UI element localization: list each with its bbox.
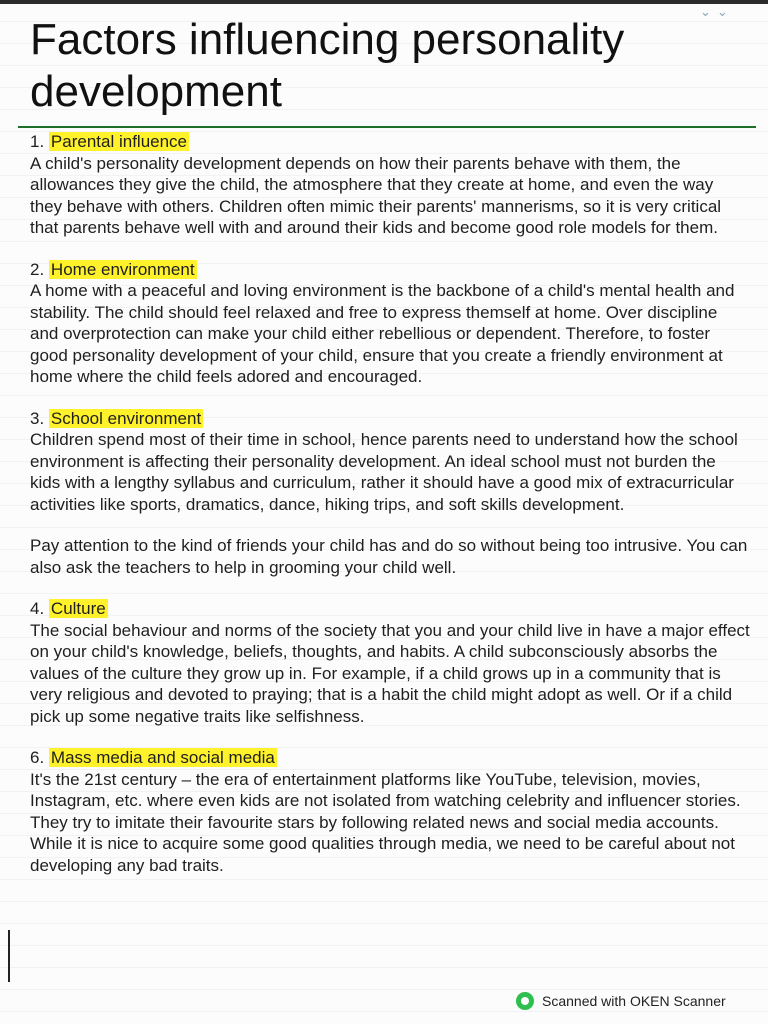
top-edge-bar [0, 0, 768, 4]
section-culture [30, 598, 750, 727]
corner-scan-mark-icon: ⌄⌄ [700, 4, 734, 19]
section-number: 2. [30, 259, 45, 279]
section-body: A child's personality development depends on how their parents behave with them, the allowances they give the child, the atmosphere that they create at home, and even the way they behave with others. Children often mimic their parents' mannerisms, so it is very critical that parents behave well with and around their kids and become good role models for them. [30, 153, 722, 237]
highlighted-heading: Parental influence [50, 132, 188, 151]
page-edge-mark [8, 930, 10, 982]
section-number: 1. [30, 132, 45, 151]
school-note-paragraph: Pay attention to the kind of friends your child has and do so without being too intrusive. You can also ask the teachers to help in grooming your child well. [30, 536, 748, 577]
section-body: Children spend most of their time in school, hence parents need to understand how the school environment is affecting their personality development. An ideal school must not burden the kids with a lengthy syllabus and curriculum, rather it should have a good mix of extracurricular activities like sports, dramatics, dance, hiking trips, and soft skills development. [30, 430, 738, 514]
section-heading [30, 598, 750, 620]
section-number: 4. [30, 599, 45, 618]
highlighted-heading: Culture [50, 599, 106, 618]
section-heading [30, 747, 750, 769]
title-underline [18, 126, 756, 128]
highlighted-heading: School environment [50, 408, 202, 428]
section-heading [30, 408, 750, 430]
section-parental-influence [30, 131, 750, 239]
scanner-watermark [516, 990, 726, 1012]
section-heading [30, 259, 750, 281]
scanner-watermark-text: Scanned with OKEN Scanner [542, 993, 726, 1009]
section-body: A home with a peaceful and loving environment is the backbone of a child's mental health and stability. The child should feel relaxed and free to express themself at home. Over discipline and overprotection can make your child either rebellious or dependent. Therefore, to foster good personality development of your child, ensure that you create a friendly environment at home where the child feels adored and encouraged. [30, 281, 735, 386]
section-home-environment [30, 259, 750, 388]
section-mass-media [30, 747, 750, 876]
section-body: The social behaviour and norms of the society that you and your child live in have a major effect on your child's knowledge, beliefs, thoughts, and habits. A child subconsciously absorbs the values of the culture they grow up in. For example, if a child grows up in a community that is very religious and devoted to praying; that is a habit the child might adopt as well. Or if a child pick up some negative traits like selfishness. [30, 620, 750, 726]
highlighted-heading: Home environment [50, 259, 195, 279]
section-number: 6. [30, 748, 45, 767]
section-number: 3. [30, 408, 45, 428]
section-heading [30, 131, 750, 153]
scanner-logo-icon [516, 992, 534, 1010]
article-body [30, 131, 750, 896]
section-school-environment [30, 408, 750, 516]
section-body: It's the 21st century – the era of entertainment platforms like YouTube, television, movies, Instagram, etc. where even kids are not isolated from watching celebrity and influencer stories. They try to imitate their favourite stars by following related news and social media accounts. While it is nice to acquire some good qualities through media, we need to be careful about not developing any bad traits. [30, 769, 741, 875]
page-title: Factors influencing personality development [30, 15, 625, 116]
highlighted-heading: Mass media and social media [50, 748, 275, 767]
